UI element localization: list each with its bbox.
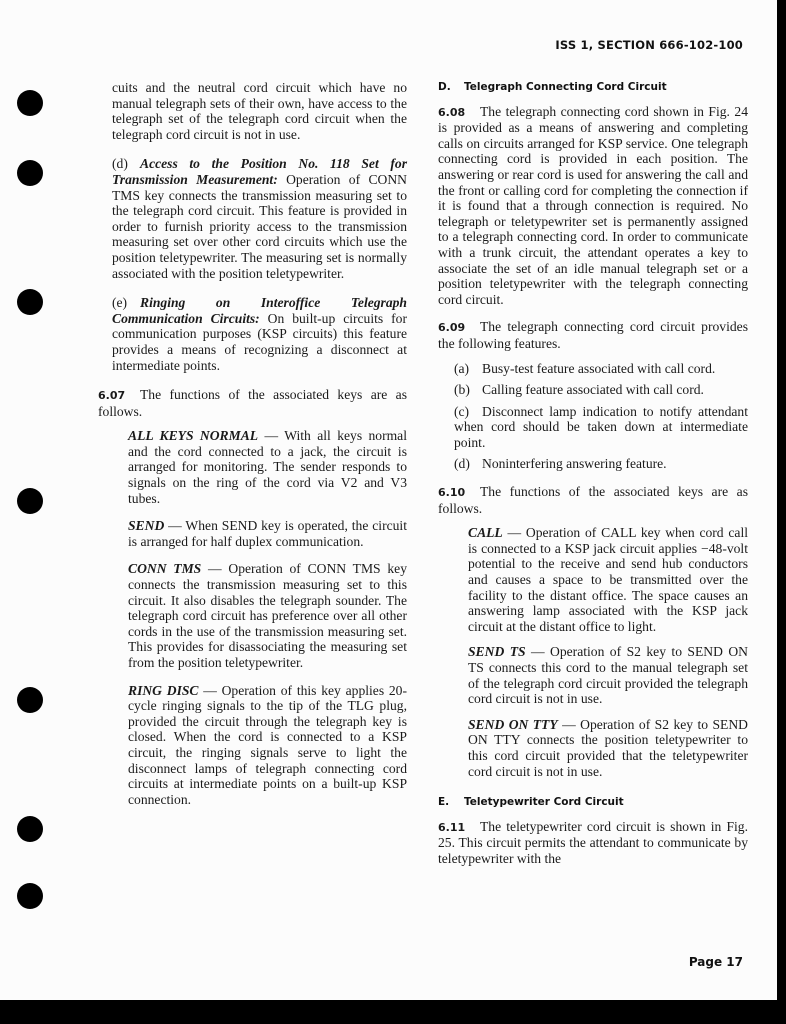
paragraph-number: 6.09 [438, 321, 466, 335]
key-text: — When SEND key is operated, the circuit is arranged for half duplex communication. [128, 518, 407, 549]
paragraph-number: 6.11 [438, 820, 466, 834]
list-item-e [112, 295, 407, 373]
page-number: Page 17 [688, 955, 743, 969]
binder-hole-icon [17, 488, 43, 514]
key-text: — Operation of CONN TMS key connects the transmission measuring set to this circuit. It also disables the telegraph sounder. The telegraph cord circuit has preference over all other cords in the use of the transmission measuring set. This provides for disassociating the measuring set from the position teletypewriter. [128, 561, 408, 670]
key-descriptions [128, 428, 407, 807]
key-text: — With all keys normal and the cord connected to a jack, the circuit is arranged for monitoring. The sender responds to signals on the ring of the cord via V2 and V3 tubes. [128, 428, 407, 506]
binder-hole-icon [17, 90, 43, 116]
feature-text: Busy-test feature associated with call cord. [482, 360, 716, 376]
item-text: Operation of CONN TMS key connects the transmission measuring set to the telegraph cord circuit. This feature is provided in order to furnish priority access to the transmission measuring set over other cord circuits which use the position teletypewriter. The measuring set is normally associated with the position teletypewriter. [112, 171, 407, 281]
key-text: — Operation of CALL key when cord call is connected to a KSP jack circuit applies −48-volt potential to the receive and send hub conductors and causes a space to be transmitted over the facility to the distant office. The space causes an answering lamp associated with the KSP jack circuit at the distant office to light. [468, 525, 748, 634]
right-column [438, 80, 748, 876]
paragraph-number: 6.08 [438, 105, 466, 119]
feature-label: (a) [454, 360, 470, 376]
key-name: RING DISC [128, 682, 199, 698]
feature-text: Disconnect lamp indication to notify attendant when cord should be taken down at intermediate point. [454, 403, 748, 450]
key-name: SEND ON TTY [468, 716, 558, 732]
item-text: On built-up circuits for communication purposes (KSP circuits) this feature provides a means of recognizing a disconnect at intermediate points. [112, 310, 407, 373]
section-title: Teletypewriter Cord Circuit [464, 796, 624, 809]
section-letter: D. [438, 81, 451, 93]
item-label: (d) [112, 156, 128, 172]
paragraph-6-11 [438, 819, 748, 867]
paragraph-6-07 [98, 387, 407, 419]
item-title: Access to the Position No. 118 Set for Transmission Measurement: [112, 156, 407, 187]
page-header: ISS 1, SECTION 666-102-100 [555, 38, 743, 52]
key-text: — Operation of S2 key to SEND ON TTY connects the position teletypewriter to this cord circuit provided that the teletypewriter cord circuit is not in use. [468, 716, 748, 779]
section-heading-d [438, 80, 748, 96]
key-description [128, 518, 407, 549]
paragraph-text: The telegraph connecting cord shown in Fig. 24 is provided as a means of answering and completing calls on circuits arranged for KSP service. One telegraph connecting cord is provided in each position. The answering or rear cord is used for answering the call and the front or calling cord for completing the connection if it is found that a through connection is required. No telegraph or teletypewriter set is permanently assigned to a telegraph connecting cord. In order to communicate with a trunk circuit, the attendant operates a key to associate the set of an idle manual telegraph set or a position teletypewriter with the telegraph connecting cord circuit. [438, 103, 748, 307]
item-label: (e) [112, 295, 128, 311]
feature-item [454, 404, 748, 451]
section-letter: E. [438, 796, 450, 809]
binder-hole-icon [17, 289, 43, 315]
paragraph-number: 6.10 [438, 486, 466, 500]
key-text: — Operation of S2 key to SEND ON TS connects this cord to the manual telegraph set of the telegraph cord circuit provided the telegraph cord circuit is not in use. [468, 644, 748, 707]
paragraph-6-08 [438, 104, 748, 308]
paragraph-6-09 [438, 319, 748, 351]
key-description [128, 561, 407, 670]
key-text: — Operation of this key applies 20-cycle ringing signals to the tip of the TLG plug, provided the circuit through the telegraph key is closed. When the cord is connected to a KSP circuit, the ringing signals serve to light the disconnect lamps of telegraph connecting cord circuits at intermediate points on a built-up KSP connection. [128, 682, 407, 807]
key-description [468, 644, 748, 706]
paragraph-number: 6.07 [98, 389, 126, 403]
section-title: Telegraph Connecting Cord Circuit [464, 81, 667, 93]
section-heading-e [438, 795, 748, 811]
paragraph-text: The functions of the associated keys are as follows. [438, 484, 748, 516]
paragraph-continuation: cuits and the neutral cord circuit which have no manual telegraph sets of their own, have access to the telegraph set of the telegraph cord circuit when the telegraph cord circuit is not in use. [112, 80, 407, 142]
left-column [98, 80, 408, 816]
binder-hole-icon [17, 883, 43, 909]
key-name: SEND TS [468, 644, 526, 660]
feature-text: Calling feature associated with call cord. [482, 382, 704, 398]
binder-hole-icon [17, 160, 43, 186]
key-descriptions [468, 525, 748, 779]
key-description [468, 525, 748, 634]
key-description [128, 683, 407, 808]
paragraph-text: The teletypewriter cord circuit is shown in Fig. 25. This circuit permits the attendant to communicate by teletypewriter with the [438, 818, 748, 866]
feature-item [454, 456, 748, 472]
key-name: CONN TMS [128, 561, 202, 577]
feature-label: (b) [454, 382, 470, 398]
feature-list [454, 361, 748, 473]
list-item-d [112, 156, 407, 281]
paragraph-text: The telegraph connecting cord circuit provides the following features. [438, 319, 748, 351]
feature-item [454, 361, 748, 377]
feature-label: (d) [454, 456, 470, 472]
feature-text: Noninterfering answering feature. [482, 456, 667, 472]
binder-hole-icon [17, 687, 43, 713]
key-description [468, 717, 748, 779]
key-name: CALL [468, 525, 503, 541]
key-description [128, 428, 407, 506]
paragraph-6-10 [438, 484, 748, 516]
key-name: SEND [128, 518, 165, 534]
feature-item [454, 382, 748, 398]
feature-label: (c) [454, 403, 470, 419]
key-name: ALL KEYS NORMAL [128, 428, 259, 444]
paragraph-text: The functions of the associated keys are as follows. [98, 387, 407, 419]
binder-hole-icon [17, 816, 43, 842]
item-title: Ringing on Interoffice Telegraph Communication Circuits: [112, 295, 407, 326]
